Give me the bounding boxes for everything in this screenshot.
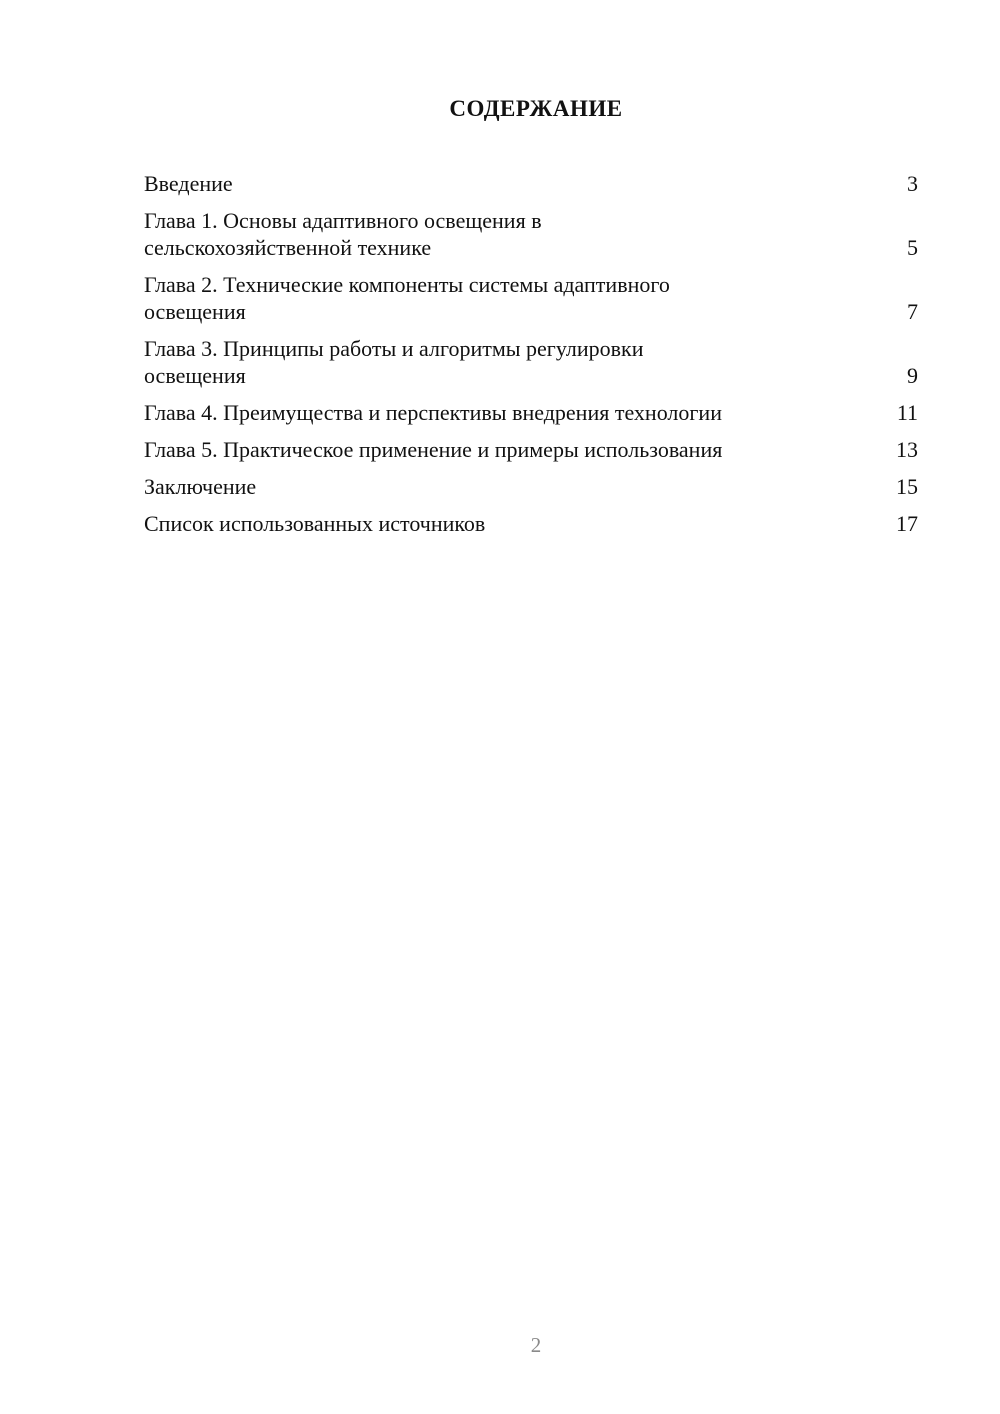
toc-entry-text: Глава 2. Технические компоненты системы адаптивного освещения: [144, 272, 670, 324]
toc-entry-page: 17: [896, 511, 918, 536]
toc-entry-page: 3: [907, 171, 918, 196]
toc-entry-references: [144, 510, 918, 537]
toc-entry-text: Список использованных источников: [144, 511, 486, 536]
toc-entry-chapter-4: [144, 399, 918, 426]
toc-entry-text: Заключение: [144, 474, 257, 499]
toc-entry-chapter-5: [144, 436, 918, 463]
toc-entry-chapter-1: [144, 207, 918, 261]
toc-entry-text: Введение: [144, 171, 233, 196]
toc-entry-chapter-3: [144, 335, 918, 389]
toc-entry-text: Глава 3. Принципы работы и алгоритмы регулировки освещения: [144, 336, 644, 388]
toc-entry-page: 15: [896, 474, 918, 499]
toc-entry-text: Глава 1. Основы адаптивного освещения в сельскохозяйственной технике: [144, 208, 542, 260]
table-of-contents: [144, 170, 918, 547]
toc-entry-conclusion: [144, 473, 918, 500]
toc-entry-page: 7: [907, 299, 918, 324]
toc-entry-page: 13: [896, 437, 918, 462]
toc-title: СОДЕРЖАНИЕ: [449, 96, 623, 121]
toc-entry-text: Глава 5. Практическое применение и примеры использования: [144, 437, 723, 462]
page-number: 2: [530, 1333, 542, 1357]
toc-entry-text: Глава 4. Преимущества и перспективы внедрения технологии: [144, 400, 722, 425]
toc-entry-page: 5: [907, 235, 918, 260]
toc-entry-introduction: [144, 170, 918, 197]
toc-entry-page: 9: [907, 363, 918, 388]
toc-entry-chapter-2: [144, 271, 918, 325]
toc-entry-page: 11: [896, 400, 918, 425]
